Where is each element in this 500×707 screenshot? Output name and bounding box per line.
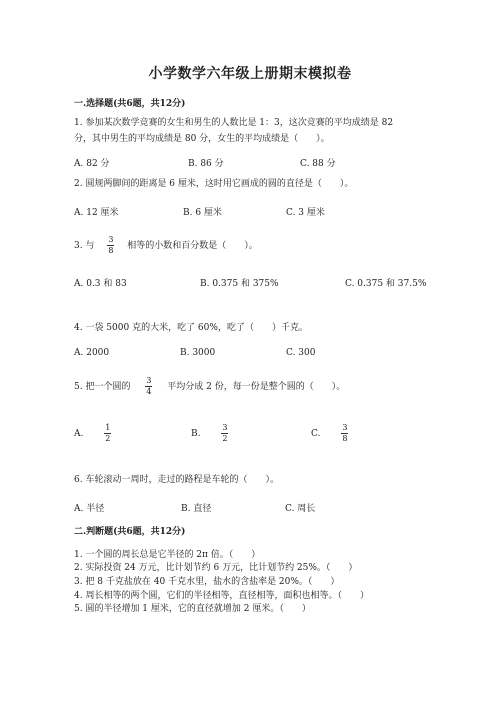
question-5-fraction bbox=[145, 376, 152, 397]
option-label: B. bbox=[191, 429, 201, 439]
question-2-option-b: B. 6 厘米 bbox=[183, 208, 222, 218]
question-1-option-b: B. 86 分 bbox=[188, 159, 224, 169]
question-3-suffix: 相等的小数和百分数是（ ）。 bbox=[127, 241, 258, 251]
question-6: 6. 车轮滚动一周时，走过的路程是车轮的（ ）。 bbox=[74, 475, 279, 485]
question-4-option-b: B. 3000 bbox=[180, 348, 216, 358]
question-6-option-b: B. 直径 bbox=[181, 504, 212, 514]
option-a-fraction bbox=[104, 423, 111, 444]
page-title: 小学数学六年级上册期末模拟卷 bbox=[148, 66, 352, 82]
question-6-option-c: C. 周长 bbox=[285, 504, 316, 514]
section-heading-true-false: 二.判断题(共6题，共12分) bbox=[74, 527, 186, 537]
question-4-option-c: C. 300 bbox=[286, 348, 316, 358]
option-label: A. bbox=[74, 429, 84, 439]
question-2-option-a: A. 12 厘米 bbox=[74, 208, 119, 218]
fraction-denominator: 4 bbox=[146, 387, 152, 396]
fraction-denominator: 8 bbox=[342, 434, 348, 443]
true-false-item-1: 1. 一个圆的周长总是它半径的 2π 倍。（ ） bbox=[74, 550, 261, 560]
fraction-numerator: 3 bbox=[342, 423, 348, 432]
question-4: 4. 一袋 5000 克的大米，吃了 60%，吃了（ ）千克。 bbox=[74, 323, 308, 333]
question-5-option-c bbox=[311, 423, 352, 444]
question-4-option-a: A. 2000 bbox=[74, 348, 110, 358]
question-1 bbox=[74, 115, 434, 147]
true-false-item-2: 2. 实际投资 24 万元，比计划节约 6 万元，比计划节约 25%。（ ） bbox=[74, 563, 358, 573]
question-6-option-a: A. 半径 bbox=[74, 504, 105, 514]
option-label: C. bbox=[311, 429, 321, 439]
fraction-numerator: 3 bbox=[146, 376, 152, 385]
question-5-prefix: 5. 把一个圆的 bbox=[74, 382, 131, 392]
question-5-option-b bbox=[191, 423, 232, 444]
question-5-suffix: 平均分成 2 份，每一份是整个圆的（ ）。 bbox=[167, 382, 346, 392]
question-3 bbox=[74, 235, 434, 256]
fraction-denominator: 2 bbox=[105, 434, 111, 443]
question-3-option-b: B. 0.375 和 375% bbox=[200, 279, 279, 289]
true-false-item-5: 5. 圆的半径增加 1 厘米，它的直径就增加 2 厘米。（ ） bbox=[74, 604, 311, 614]
question-1-line1: 1. 参加某次数学竞赛的女生和男生的人数比是 1：3，这次竞赛的平均成绩是 82 bbox=[74, 118, 394, 128]
question-3-fraction bbox=[107, 235, 114, 256]
question-2-option-c: C. 3 厘米 bbox=[286, 208, 325, 218]
fraction-numerator: 1 bbox=[105, 423, 111, 432]
section-heading-choice: 一.选择题(共6题，共12分) bbox=[74, 99, 186, 109]
option-b-fraction bbox=[221, 423, 228, 444]
question-1-option-a: A. 82 分 bbox=[74, 159, 110, 169]
question-3-option-c: C. 0.375 和 37.5% bbox=[345, 279, 427, 289]
fraction-numerator: 3 bbox=[222, 423, 228, 432]
question-5-option-a bbox=[74, 423, 115, 444]
fraction-denominator: 2 bbox=[222, 434, 228, 443]
question-1-option-c: C. 88 分 bbox=[300, 159, 336, 169]
question-3-option-a: A. 0.3 和 83 bbox=[74, 279, 127, 289]
question-2: 2. 圆规两脚间的距离是 6 厘米，这时用它画成的圆的直径是（ ）。 bbox=[74, 179, 354, 189]
true-false-item-3: 3. 把 8 千克盐放在 40 千克水里，盐水的含盐率是 20%。（ ） bbox=[74, 577, 340, 587]
question-1-line2: 分，其中男生的平均成绩是 80 分，女生的平均成绩是（ ）。 bbox=[74, 134, 330, 144]
fraction-denominator: 8 bbox=[108, 246, 114, 255]
question-5 bbox=[74, 376, 434, 397]
true-false-item-4: 4. 周长相等的两个圆，它们的半径相等，直径相等，面积也相等。（ ） bbox=[74, 591, 369, 601]
question-3-prefix: 3. 与 bbox=[74, 241, 95, 251]
option-c-fraction bbox=[341, 423, 348, 444]
fraction-numerator: 3 bbox=[108, 235, 114, 244]
